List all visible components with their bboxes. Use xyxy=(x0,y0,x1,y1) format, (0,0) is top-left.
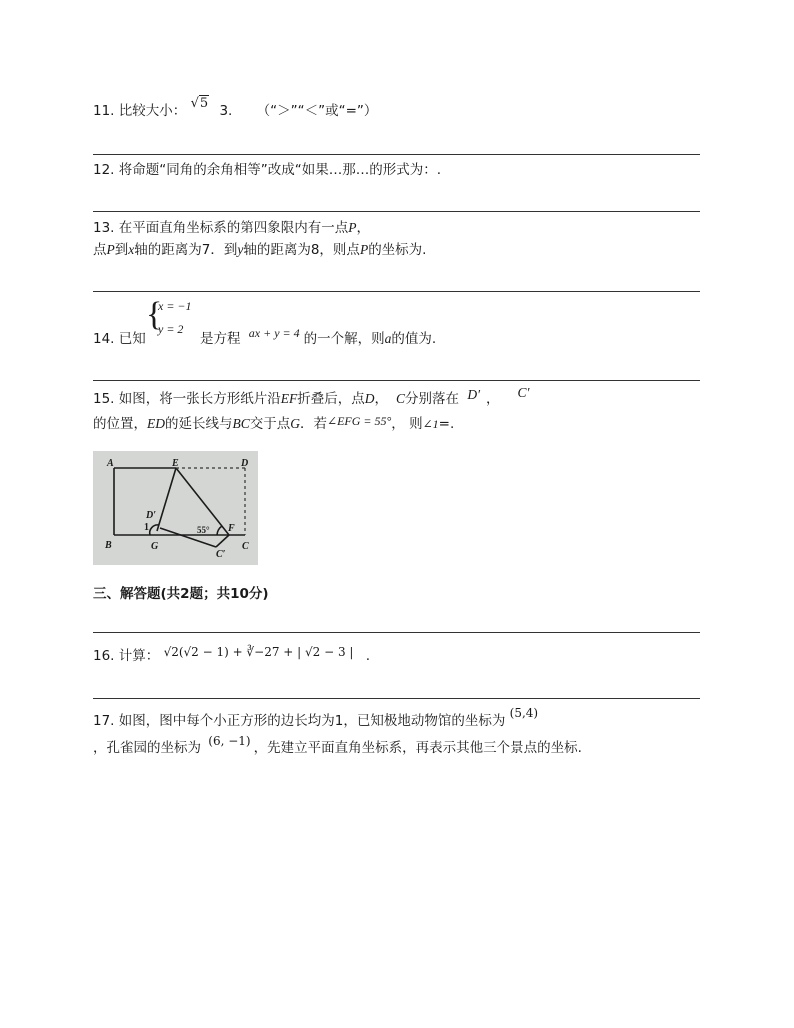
divider-16 xyxy=(93,698,700,699)
q14-prefix: 14. 已知 xyxy=(93,331,146,347)
label-c: C xyxy=(242,541,249,552)
q15-var-d: D xyxy=(364,391,375,406)
q14-rest xyxy=(200,326,437,349)
question-17-line2 xyxy=(93,734,582,758)
q14-eq2: y = 2 xyxy=(158,322,184,336)
q15-var-ef: EF xyxy=(280,391,298,406)
label-g: G xyxy=(151,541,159,552)
label-b: B xyxy=(105,540,112,551)
q15-text-h: 交于点 xyxy=(249,416,291,432)
q15-text-k: =. xyxy=(438,416,455,432)
q13-var-p1: P xyxy=(106,242,115,257)
q15-var-ed: ED xyxy=(147,416,165,431)
q11-number: 3. xyxy=(219,103,233,119)
label-d-prime: D′ xyxy=(146,510,157,521)
question-15-line2 xyxy=(93,414,454,434)
label-e: E xyxy=(172,458,179,469)
q14-eq1: x = −1 xyxy=(158,299,192,313)
q15-angle-1: ∠1 xyxy=(422,417,439,431)
q13-text-c: 轴的距离为7．到 xyxy=(134,242,238,258)
q11-prefix: 11. 比较大小： xyxy=(93,103,187,119)
q15-var-bc: BC xyxy=(232,416,250,431)
label-55: 55° xyxy=(197,525,210,535)
sqrt-symbol: √5 xyxy=(190,96,209,111)
line-ed-prime xyxy=(157,468,176,531)
q15-text-b: 折叠后，点 xyxy=(297,391,365,407)
q14-suffix-a: 的一个解，则 xyxy=(303,331,385,347)
q14-mid: 是方程 xyxy=(200,331,241,347)
q13-text-d: 轴的距离为8，则点 xyxy=(243,242,360,258)
q13-text-b: 到 xyxy=(114,242,129,258)
q15-var-d-prime: D′ xyxy=(467,387,481,402)
question-13-line2 xyxy=(93,240,426,260)
q11-hint: （“＞”“＜”或“=”） xyxy=(256,103,378,119)
question-16 xyxy=(93,646,370,666)
q15-text-i: ．若 xyxy=(300,416,328,432)
q15-var-g: G xyxy=(290,416,301,431)
question-15 xyxy=(93,385,530,409)
q15-text-j: ， 则 xyxy=(391,416,423,432)
q13-line1-end: ， xyxy=(356,220,371,236)
question-11 xyxy=(93,96,378,122)
q17-text-b: ，孔雀园的坐标为 xyxy=(93,740,201,756)
q16-expression: √2(√2 − 1) + ∛−27 + | √2 − 3 | xyxy=(163,645,354,659)
label-a: A xyxy=(107,458,114,469)
q14-var-a: a xyxy=(384,331,392,346)
q15-text-d: 分别落在 xyxy=(405,391,460,407)
divider-11 xyxy=(93,154,700,155)
q15-text-g: 的延长线与 xyxy=(165,416,233,432)
label-d: D xyxy=(241,458,249,469)
q15-var-c: C xyxy=(396,391,406,406)
question-13 xyxy=(93,218,370,238)
q14-equation: ax + y = 4 xyxy=(248,326,300,340)
q13-var-p: P xyxy=(348,220,357,235)
q16-prefix: 16. 计算： xyxy=(93,648,160,664)
q17-coord-2: (6, −1) xyxy=(208,734,251,748)
q17-text-a: 17. 如图，图中每个小正方形的边长均为1，已知极地动物馆的坐标为 xyxy=(93,713,506,729)
left-brace: { xyxy=(146,296,163,333)
q17-coord-1: (5,4) xyxy=(509,706,539,720)
side-c-prime-f xyxy=(216,535,229,547)
label-f: F xyxy=(228,523,235,534)
question-12: 12. 将命题“同角的余角相等”改成“如果…那…的形式为：. xyxy=(93,162,442,178)
q17-text-c: ，先建立平面直角坐标系，再表示其他三个景点的坐标. xyxy=(253,740,582,756)
q11-radicand: 5 xyxy=(199,96,209,111)
angle-55-arc xyxy=(217,526,222,535)
question-17 xyxy=(93,706,539,731)
q13-var-p2: P xyxy=(359,242,369,257)
divider-13 xyxy=(93,291,700,292)
q14-suffix-b: 的值为. xyxy=(391,331,437,347)
q15-text-f: 的位置， xyxy=(93,416,147,432)
divider-14 xyxy=(93,380,700,381)
q13-var-y: y xyxy=(237,242,244,257)
q13-var-x: x xyxy=(128,242,135,257)
q13-text-e: 的坐标为. xyxy=(368,242,427,258)
q15-var-c-prime: C′ xyxy=(517,385,530,400)
q15-angle-efg: ∠EFG = 55° xyxy=(327,414,392,428)
q16-suffix: . xyxy=(365,648,371,664)
q13-text-a: 点 xyxy=(93,242,107,258)
divider-section3 xyxy=(93,632,700,633)
q15-text-e: ， xyxy=(486,391,500,407)
q15-figure xyxy=(93,451,258,565)
q15-text-c: ， xyxy=(374,391,389,407)
label-c-prime: C′ xyxy=(216,549,226,560)
section-3-heading: 三、解答题(共2题；共10分) xyxy=(93,586,269,602)
divider-12 xyxy=(93,211,700,212)
label-1: 1 xyxy=(144,522,149,533)
folded-rectangle-diagram xyxy=(93,451,258,565)
q13-line1-text: 13. 在平面直角坐标系的第四象限内有一点 xyxy=(93,220,349,236)
q15-text-a: 15. 如图，将一张长方形纸片沿 xyxy=(93,391,281,407)
